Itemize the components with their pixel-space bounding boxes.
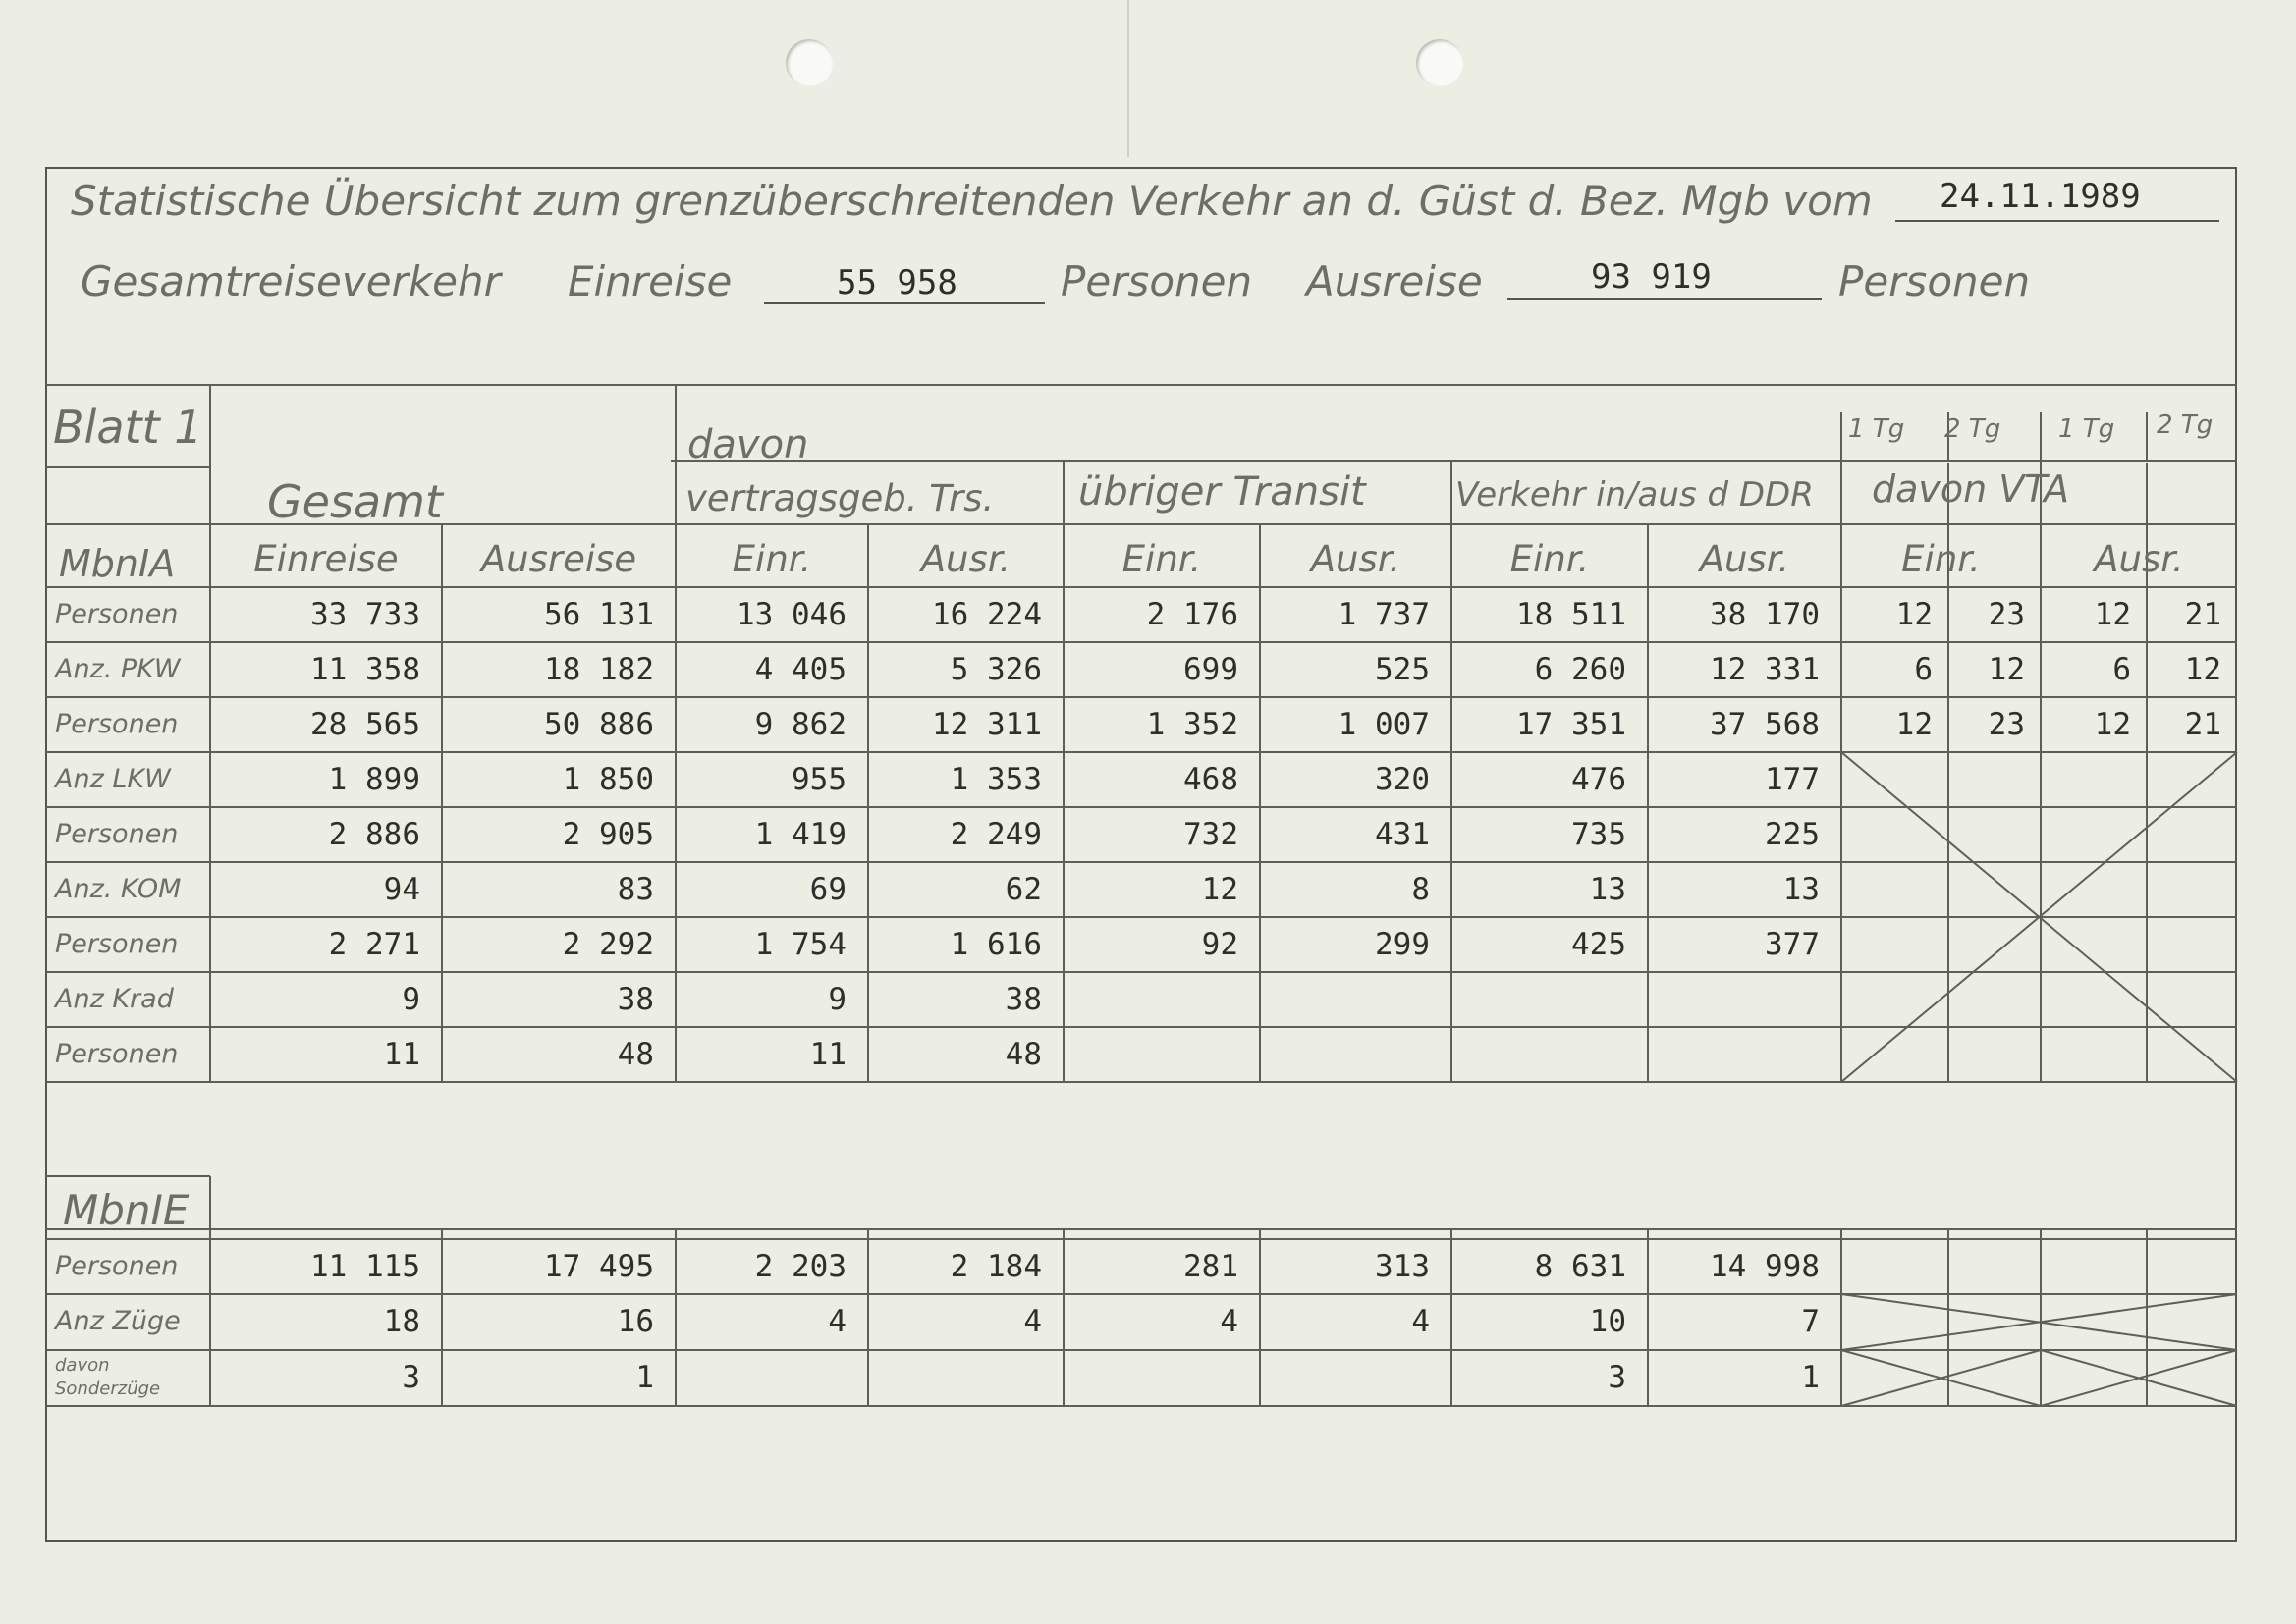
section-a-cell: 6 260 <box>1534 652 1626 687</box>
section-a-cell: 38 <box>617 982 654 1017</box>
vta-sub-2: 2 Tg <box>1944 414 2001 444</box>
section-a-cell: 21 <box>2184 597 2221 632</box>
row-label: Personen <box>55 819 179 849</box>
section-a-cell: 18 182 <box>544 652 654 687</box>
section-a-cell: 6 <box>2112 652 2131 687</box>
row-label: Anz. PKW <box>55 654 181 684</box>
section-a-cell: 12 <box>1201 872 1238 907</box>
section-a-cell: 2 292 <box>562 927 654 962</box>
entry-label: Einreise <box>568 257 733 305</box>
total-traffic-label: Gesamtreiseverkehr <box>81 257 501 305</box>
row-label: davon Sonderzüge <box>55 1355 161 1399</box>
column-header: Ausreise <box>480 538 637 580</box>
section-a-cell: 92 <box>1201 927 1238 962</box>
group-header-vta: davon VTA <box>1872 467 2070 511</box>
section-a-cell: 1 754 <box>754 927 847 962</box>
section-a-cell: 9 <box>402 982 420 1017</box>
section-a-cell: 37 568 <box>1710 707 1820 742</box>
entry-unit: Personen <box>1061 257 1253 305</box>
row-label: Anz. KOM <box>55 874 182 904</box>
row-label: Personen <box>55 1251 179 1281</box>
row-label: Anz Krad <box>55 984 174 1014</box>
sheet-label: Blatt 1 <box>53 401 203 454</box>
section-a-cell: 69 <box>809 872 847 907</box>
section-a-cell: 12 <box>1988 652 2025 687</box>
row-label: Anz Züge <box>55 1306 181 1336</box>
section-a-cell: 83 <box>617 872 654 907</box>
exit-unit: Personen <box>1838 257 2031 305</box>
section-a-cell: 17 351 <box>1516 707 1626 742</box>
section-a-cell: 732 <box>1183 817 1238 852</box>
exit-label: Ausreise <box>1306 257 1483 305</box>
section-a-cell: 2 271 <box>328 927 420 962</box>
section-a-cell: 735 <box>1571 817 1626 852</box>
vta-sub-1: 1 Tg <box>1848 414 1905 444</box>
section-e-cell: 4 <box>1411 1304 1430 1339</box>
column-header: Ausr. <box>1699 538 1790 580</box>
davon-header: davon <box>687 422 809 467</box>
section-e-cell: 2 203 <box>754 1249 847 1284</box>
section-e-cell: 313 <box>1375 1249 1430 1284</box>
section-e-cell: 3 <box>402 1360 420 1395</box>
report-date: 24.11.1989 <box>1940 177 2141 216</box>
section-a-cell: 8 <box>1411 872 1430 907</box>
column-header: Ausr. <box>2094 538 2184 580</box>
section-e-cell: 1 <box>635 1360 654 1395</box>
row-label: Personen <box>55 709 179 739</box>
section-a-cell: 468 <box>1183 762 1238 797</box>
section-a-cell: 23 <box>1988 597 2025 632</box>
section-a-cell: 13 <box>1589 872 1626 907</box>
row-label: Anz LKW <box>55 764 171 794</box>
section-e-cell: 11 115 <box>310 1249 420 1284</box>
section-a-cell: 377 <box>1765 927 1820 962</box>
section-e-cell: 4 <box>1023 1304 1042 1339</box>
gesamt-header: Gesamt <box>267 475 443 528</box>
section-a-cell: 11 358 <box>310 652 420 687</box>
section-a-cell: 13 <box>1782 872 1820 907</box>
section-e-cell: 14 998 <box>1710 1249 1820 1284</box>
section-a-cell: 11 <box>809 1037 847 1072</box>
section-e-cell: 3 <box>1608 1360 1626 1395</box>
vta-sub-4: 2 Tg <box>2157 410 2214 440</box>
section-e-cell: 4 <box>828 1304 847 1339</box>
section-a-cell: 94 <box>383 872 420 907</box>
row-label: Personen <box>55 929 179 959</box>
column-header: Ausr. <box>920 538 1011 580</box>
section-a-cell: 5 326 <box>950 652 1042 687</box>
section-e-cell: 16 <box>617 1304 654 1339</box>
section-a-cell: 9 <box>828 982 847 1017</box>
section-a-cell: 2 176 <box>1146 597 1238 632</box>
section-a-cell: 1 353 <box>950 762 1042 797</box>
section-a-cell: 12 311 <box>932 707 1042 742</box>
section-a-cell: 16 224 <box>932 597 1042 632</box>
section-a-cell: 50 886 <box>544 707 654 742</box>
column-header: Einreise <box>253 538 399 580</box>
section-a-cell: 21 <box>2184 707 2221 742</box>
column-header: Einr. <box>1509 538 1590 580</box>
section-a-cell: 1 899 <box>328 762 420 797</box>
section-a-cell: 12 <box>1895 707 1933 742</box>
exit-total: 93 919 <box>1591 257 1712 297</box>
section-a-cell: 699 <box>1183 652 1238 687</box>
section-e-cell: 2 184 <box>950 1249 1042 1284</box>
section-a-cell: 2 249 <box>950 817 1042 852</box>
group-header-transit: übriger Transit <box>1078 469 1366 514</box>
section-e-cell: 17 495 <box>544 1249 654 1284</box>
entry-total: 55 958 <box>837 263 957 302</box>
section-e-cell: 10 <box>1589 1304 1626 1339</box>
section-e-cell: 18 <box>383 1304 420 1339</box>
section-a-cell: 62 <box>1005 872 1042 907</box>
column-header: Einr. <box>1901 538 1981 580</box>
section-a-cell: 28 565 <box>310 707 420 742</box>
section-a-cell: 299 <box>1375 927 1430 962</box>
section-e-cell: 1 <box>1801 1360 1820 1395</box>
group-header-ddr: Verkehr in/aus d DDR <box>1455 475 1814 514</box>
section-a-cell: 12 <box>1895 597 1933 632</box>
section-a-cell: 48 <box>1005 1037 1042 1072</box>
section-a-cell: 48 <box>617 1037 654 1072</box>
section-e-cell: 4 <box>1220 1304 1238 1339</box>
section-a-cell: 177 <box>1765 762 1820 797</box>
section-a-cell: 23 <box>1988 707 2025 742</box>
section-e-cell: 7 <box>1801 1304 1820 1339</box>
section-a-cell: 1 737 <box>1338 597 1430 632</box>
column-header: Ausr. <box>1310 538 1401 580</box>
section-a-cell: 12 331 <box>1710 652 1820 687</box>
section-a-cell: 12 <box>2184 652 2221 687</box>
section-a-cell: 33 733 <box>310 597 420 632</box>
row-label: Personen <box>55 599 179 629</box>
section-e-cell: 8 631 <box>1534 1249 1626 1284</box>
section-a-cell: 11 <box>383 1037 420 1072</box>
section-a-cell: 1 007 <box>1338 707 1430 742</box>
section-a-cell: 425 <box>1571 927 1626 962</box>
section-a-cell: 6 <box>1914 652 1933 687</box>
section-e-cell: 281 <box>1183 1249 1238 1284</box>
column-header: Einr. <box>732 538 812 580</box>
row-label: Personen <box>55 1039 179 1069</box>
section-a-cell: 13 046 <box>737 597 847 632</box>
section-a-cell: 525 <box>1375 652 1430 687</box>
section-a-cell: 2 886 <box>328 817 420 852</box>
section-a-cell: 320 <box>1375 762 1430 797</box>
section-a-cell: 4 405 <box>754 652 847 687</box>
section-a-cell: 9 862 <box>754 707 847 742</box>
section-a-cell: 38 <box>1005 982 1042 1017</box>
section-a-cell: 2 905 <box>562 817 654 852</box>
form-title: Statistische Übersicht zum grenzüberschreitenden Verkehr an d. Güst d. Bez. Mgb vom <box>71 177 1873 225</box>
group-header-treaty: vertragsgeb. Trs. <box>685 477 995 519</box>
section-a-cell: 955 <box>792 762 847 797</box>
section-a-cell: 1 850 <box>562 762 654 797</box>
section-a-label: MbnIA <box>59 542 176 585</box>
section-a-cell: 12 <box>2094 597 2131 632</box>
section-a-cell: 12 <box>2094 707 2131 742</box>
section-e-label: MbnIE <box>63 1186 190 1234</box>
section-a-cell: 1 616 <box>950 927 1042 962</box>
section-a-cell: 38 170 <box>1710 597 1820 632</box>
section-a-cell: 56 131 <box>544 597 654 632</box>
column-header: Einr. <box>1121 538 1202 580</box>
section-a-cell: 1 419 <box>754 817 847 852</box>
section-a-cell: 18 511 <box>1516 597 1626 632</box>
vta-sub-3: 1 Tg <box>2058 414 2115 444</box>
section-a-cell: 476 <box>1571 762 1626 797</box>
section-a-cell: 1 352 <box>1146 707 1238 742</box>
section-a-cell: 431 <box>1375 817 1430 852</box>
section-a-cell: 225 <box>1765 817 1820 852</box>
